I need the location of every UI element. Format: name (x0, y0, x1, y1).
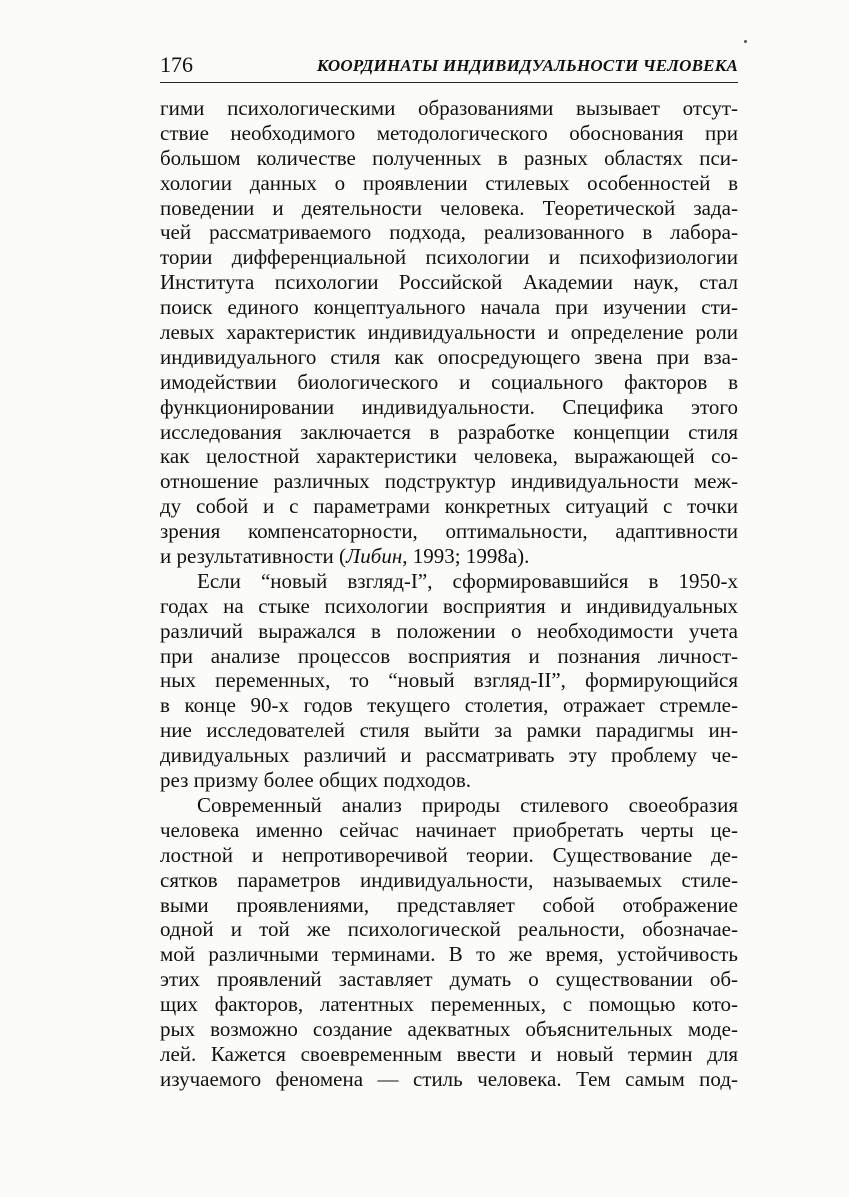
page-header (160, 50, 738, 84)
text-line: Института психологии Российской Академии наук, стал (160, 270, 738, 295)
text-line: функционировании индивидуальности. Специфика этого (160, 394, 738, 419)
text-line: дивидуальных различий и рассматривать эту проблему че- (160, 743, 738, 768)
text-line: человека именно сейчас начинает приобретать черты це- (160, 817, 738, 842)
text-line: тории дифференциальной психологии и психофизиологии (160, 245, 738, 270)
text-line: годах на стыке психологии восприятия и индивидуальных (160, 593, 738, 618)
text-line: отношение различных подструктур индивидуальности меж- (160, 469, 738, 494)
text-line: ние исследователей стиля выйти за рамки парадигмы ин- (160, 718, 738, 743)
paragraph-2 (160, 569, 738, 793)
text-line: индивидуального стиля как опосредующего звена при вза- (160, 344, 738, 369)
text-line: в конце 90-х годов текущего столетия, отражает стремле- (160, 693, 738, 718)
page-number: 176 (160, 52, 193, 77)
text-line: лей. Кажется своевременным ввести и новый термин для (160, 1041, 738, 1066)
text-line: ствие необходимого методологического обоснования при (160, 120, 738, 145)
text-line-citation (160, 544, 738, 569)
text-line: щих факторов, латентных переменных, с помощью кото- (160, 992, 738, 1017)
citation-text-before: и результативности ( (160, 544, 347, 569)
text-line: гими психологическими образованиями вызывает отсут- (160, 96, 738, 120)
text-line: поведении и деятельности человека. Теоретической зада- (160, 195, 738, 220)
text-line: рез призму более общих подходов. (160, 768, 472, 793)
text-line: при анализе процессов восприятия и познания личност- (160, 643, 738, 668)
text-line: выми проявлениями, представляет собой отображение (160, 892, 738, 917)
scan-speck (744, 40, 747, 43)
text-line: различий выражался в положении о необходимости учета (160, 618, 738, 643)
body-text (160, 96, 738, 1092)
text-line: зрения компенсаторности, оптимальности, адаптивности (160, 519, 738, 544)
text-line: рых возможно создание адекватных объяснительных моде- (160, 1016, 738, 1041)
citation-author: Либин (346, 544, 403, 569)
text-line: изучаемого феномена — стиль человека. Тем самым под- (160, 1066, 738, 1091)
text-line: сятков параметров индивидуальности, называемых стиле- (160, 867, 738, 892)
text-line: имодействии биологического и социального факторов в (160, 369, 738, 394)
text-line: чей рассматриваемого подхода, реализованного в лабора- (160, 220, 738, 245)
text-line: этих проявлений заставляет думать о существовании об- (160, 967, 738, 992)
text-line: ду собой и с параметрами конкретных ситуаций с точки (160, 494, 738, 519)
text-line: мой различными терминами. В то же время, устойчивость (160, 942, 738, 967)
text-line: Современный анализ природы стилевого своеобразия (197, 792, 738, 817)
running-title: КООРДИНАТЫ ИНДИВИДУАЛЬНОСТИ ЧЕЛОВЕКА (316, 56, 738, 75)
text-line: поиск единого концептуального начала при изучении сти- (160, 295, 738, 320)
text-line: Если “новый взгляд-I”, сформировавшийся в 1950-х (197, 568, 738, 593)
text-line: одной и той же психологической реальности, обозначае- (160, 917, 738, 942)
text-line: большом количестве полученных в разных областях пси- (160, 145, 738, 170)
paragraph-3 (160, 793, 738, 1092)
paragraph-1 (160, 96, 738, 569)
text-line: ных переменных, то “новый взгляд-II”, формирующийся (160, 668, 738, 693)
text-line: как целостной характеристики человека, выражающей со- (160, 444, 738, 469)
header-rule (160, 82, 738, 83)
text-line: лостной и непротиворечивой теории. Существование де- (160, 842, 738, 867)
text-line: левых характеристик индивидуальности и определение роли (160, 320, 738, 345)
text-line: исследования заключается в разработке концепции стиля (160, 419, 738, 444)
text-line: хологии данных о проявлении стилевых особенностей в (160, 170, 738, 195)
citation-text-after: , 1993; 1998а). (402, 544, 530, 569)
